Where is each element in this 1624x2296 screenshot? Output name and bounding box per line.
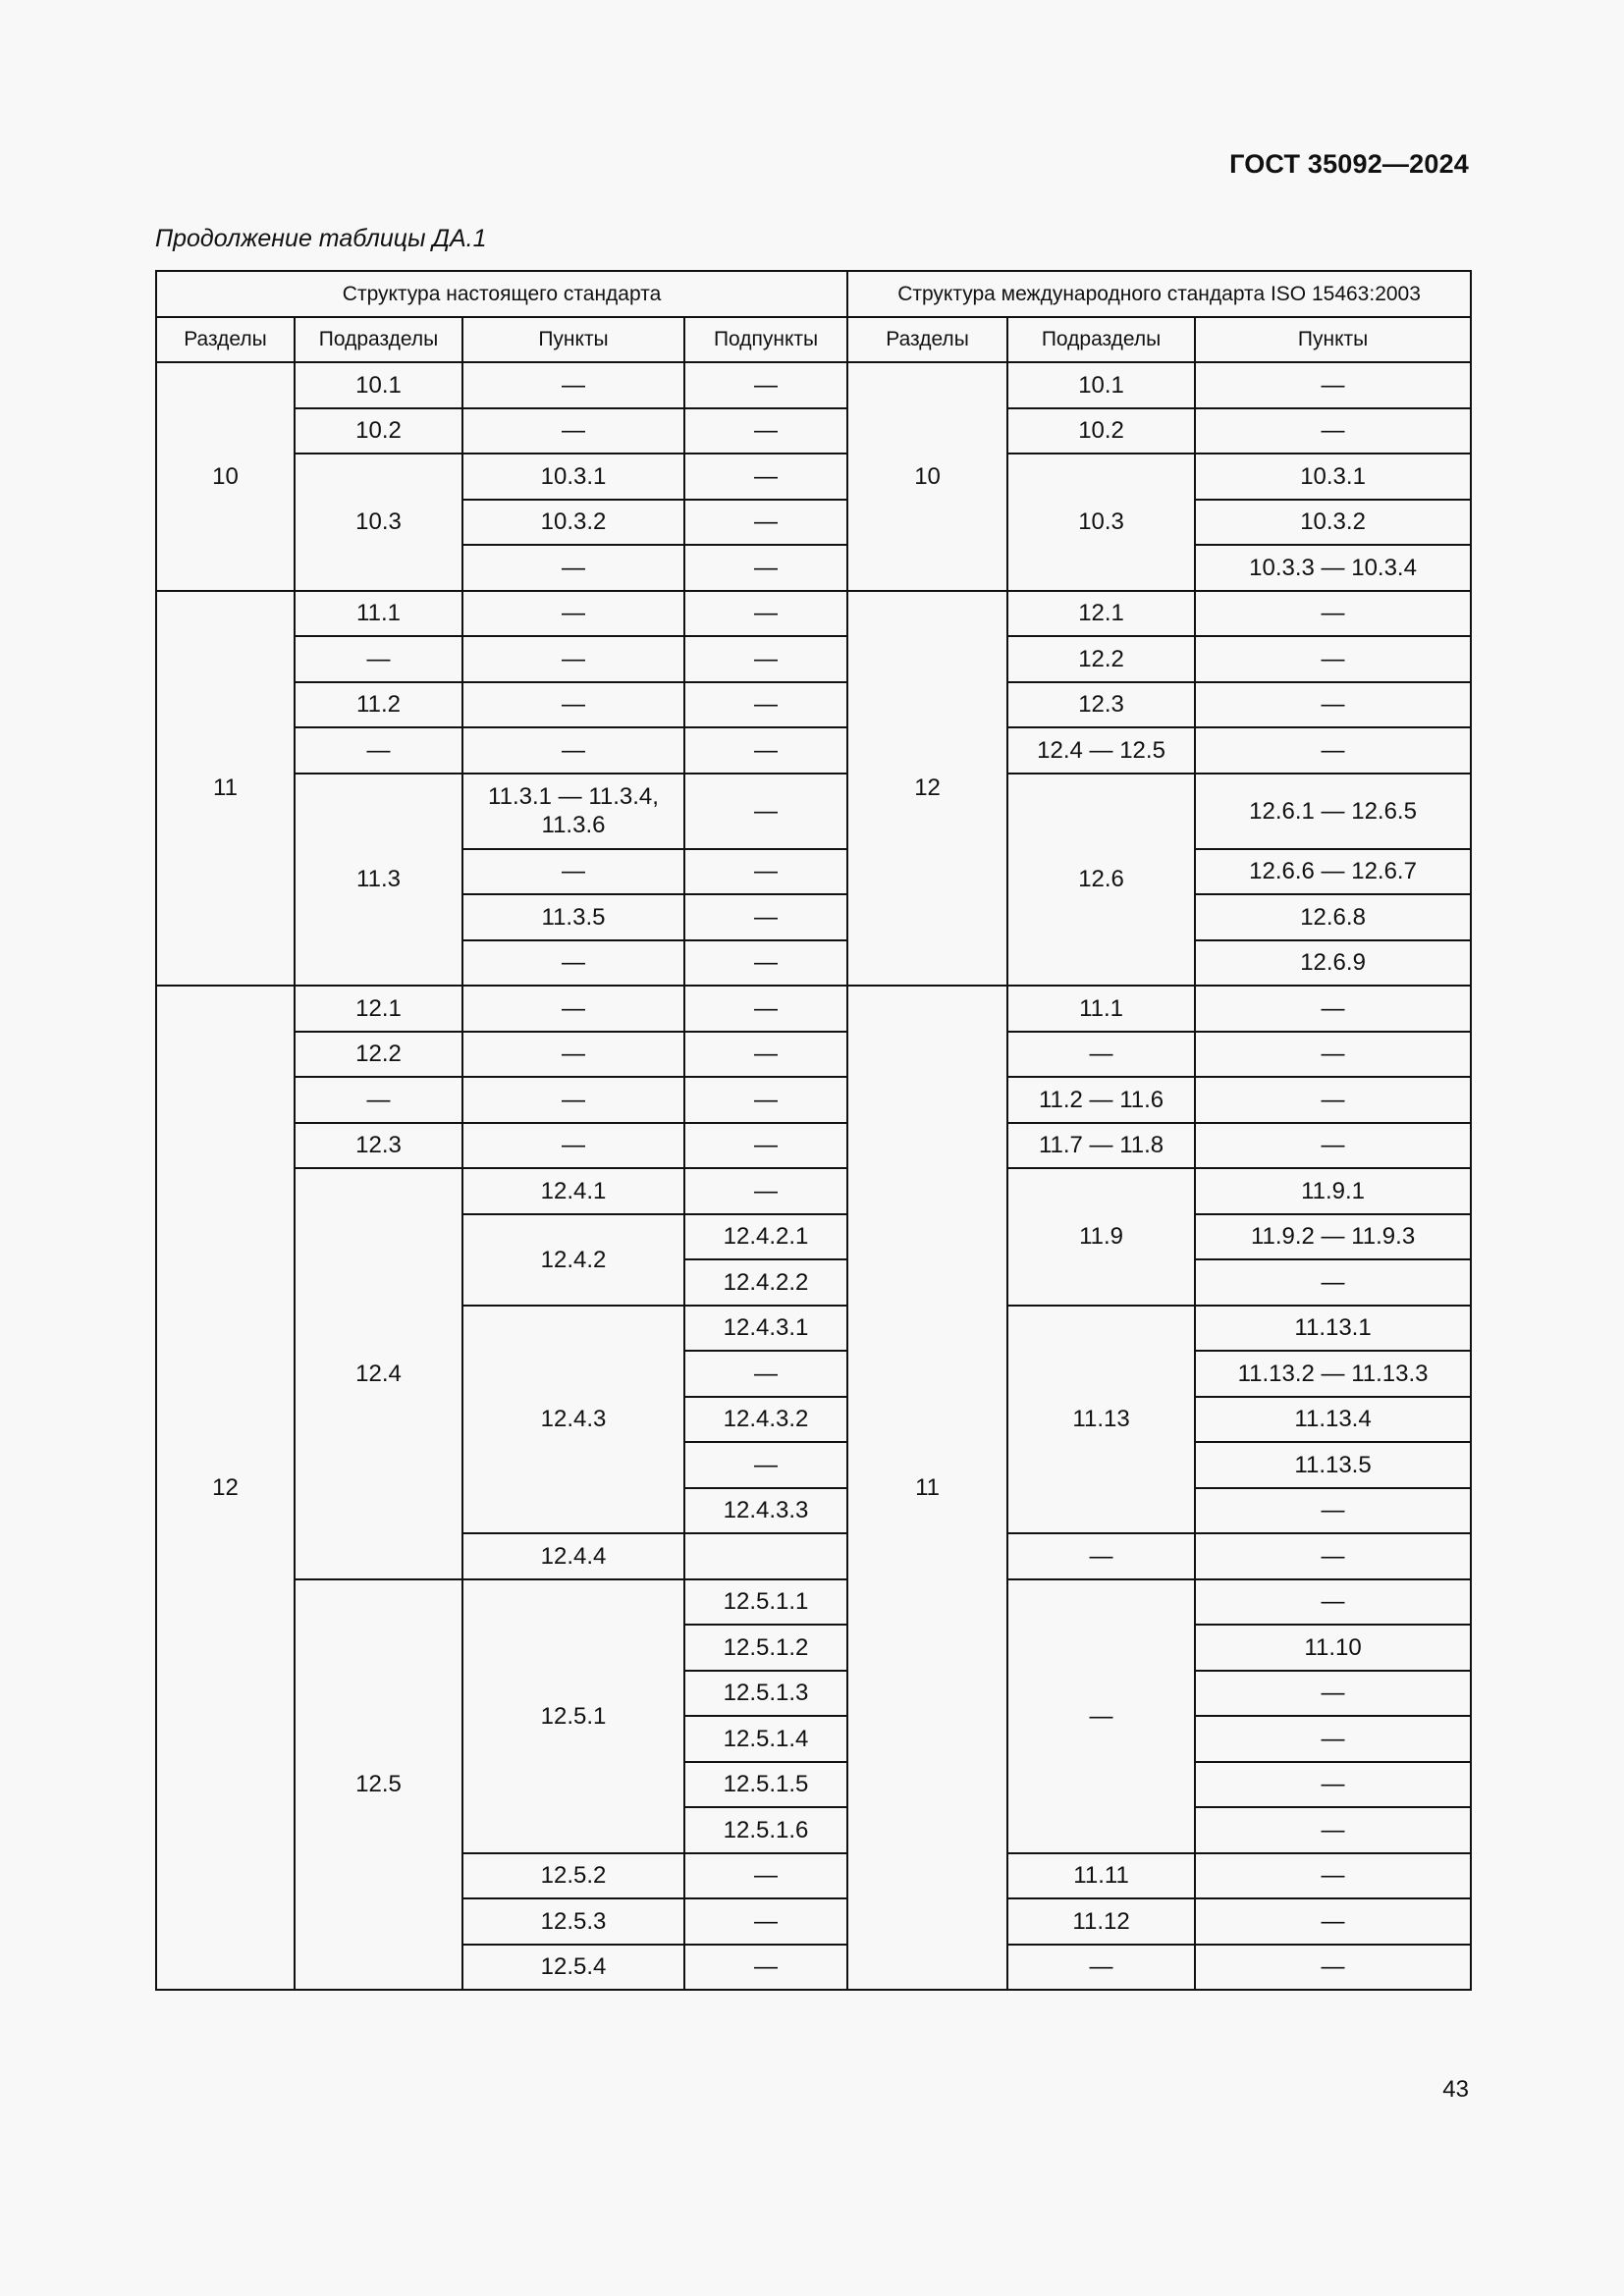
table-cell: 12.4.2.1 xyxy=(684,1214,847,1260)
table-cell: — xyxy=(295,1077,462,1123)
table-cell: — xyxy=(1195,1488,1471,1534)
table-cell: — xyxy=(684,1351,847,1397)
table-cell: 12.1 xyxy=(1007,591,1195,637)
table-cell: 11.13.2 — 11.13.3 xyxy=(1195,1351,1471,1397)
table-cell: 11.13.5 xyxy=(1195,1442,1471,1488)
table-row xyxy=(156,1032,1471,1078)
table-row xyxy=(156,362,1471,408)
table-cell: — xyxy=(1195,1671,1471,1717)
table-cell: — xyxy=(462,1032,684,1078)
table-cell: 12.4.3.2 xyxy=(684,1397,847,1443)
table-row xyxy=(156,986,1471,1032)
table-cell: 11.2 xyxy=(295,682,462,728)
table-cell: — xyxy=(1007,1032,1195,1078)
table-cell: 10.3.1 xyxy=(1195,454,1471,500)
table-cell: — xyxy=(462,1123,684,1169)
table-cell: — xyxy=(1195,1077,1471,1123)
table-cell: 10.3.2 xyxy=(462,500,684,546)
table-cell xyxy=(684,1533,847,1579)
table-cell: — xyxy=(1195,1853,1471,1899)
table-cell: — xyxy=(684,1442,847,1488)
table-cell: 12.6.8 xyxy=(1195,894,1471,940)
table-cell: 12.5.1.4 xyxy=(684,1716,847,1762)
table-cell: 11.13.1 xyxy=(1195,1306,1471,1352)
table-cell: 10 xyxy=(847,362,1007,591)
column-header-row xyxy=(156,317,1471,363)
table-cell: 11.7 — 11.8 xyxy=(1007,1123,1195,1169)
table-cell: 11 xyxy=(847,986,1007,1990)
table-cell: — xyxy=(684,362,847,408)
table-row xyxy=(156,408,1471,454)
table-row xyxy=(156,682,1471,728)
table-cell: 10.3.1 xyxy=(462,454,684,500)
table-cell: — xyxy=(684,1945,847,1991)
table-cell: — xyxy=(462,940,684,987)
table-cell: 12.5.3 xyxy=(462,1898,684,1945)
table-cell: 11.1 xyxy=(1007,986,1195,1032)
correspondence-table xyxy=(155,270,1472,1991)
table-cell: 10.3.3 — 10.3.4 xyxy=(1195,545,1471,591)
table-cell: 10.2 xyxy=(295,408,462,454)
table-cell: — xyxy=(462,727,684,774)
table-row xyxy=(156,1077,1471,1123)
table-row xyxy=(156,1123,1471,1169)
column-header: Разделы xyxy=(847,317,1007,363)
table-cell: 12.3 xyxy=(295,1123,462,1169)
table-cell: 12.5.4 xyxy=(462,1945,684,1991)
table-cell: 12 xyxy=(156,986,295,1990)
table-cell: 12.6.6 — 12.6.7 xyxy=(1195,849,1471,895)
table-cell: — xyxy=(1195,1123,1471,1169)
table-cell: — xyxy=(684,682,847,728)
page-number: 43 xyxy=(1442,2076,1469,2103)
table-cell: 11.10 xyxy=(1195,1625,1471,1671)
table-cell: 12.1 xyxy=(295,986,462,1032)
table-cell: — xyxy=(684,591,847,637)
table-cell: 12.2 xyxy=(1007,636,1195,682)
table-cell: — xyxy=(462,682,684,728)
table-cell: 12 xyxy=(847,591,1007,987)
table-cell: 11.3.5 xyxy=(462,894,684,940)
table-cell: 12.4 xyxy=(295,1168,462,1579)
table-cell: — xyxy=(1195,591,1471,637)
table-cell: — xyxy=(295,727,462,774)
table-cell: — xyxy=(684,1168,847,1214)
table-cell: — xyxy=(684,545,847,591)
table-cell: 10.3 xyxy=(1007,454,1195,591)
table-cell: 10.3 xyxy=(295,454,462,591)
table-cell: — xyxy=(1195,1762,1471,1808)
table-cell: 12.6.1 — 12.6.5 xyxy=(1195,774,1471,849)
table-cell: — xyxy=(684,1077,847,1123)
group-header-intl-standard: Структура международного стандарта ISO 15463:2003 xyxy=(847,271,1471,317)
table-cell: — xyxy=(684,774,847,849)
table-cell: — xyxy=(462,849,684,895)
table-cell: — xyxy=(1195,682,1471,728)
column-header: Пункты xyxy=(462,317,684,363)
column-header: Пункты xyxy=(1195,317,1471,363)
group-header-this-standard: Структура настоящего стандарта xyxy=(156,271,847,317)
table-cell: — xyxy=(1195,636,1471,682)
table-cell: 12.5.1.2 xyxy=(684,1625,847,1671)
table-cell: 11.9.2 — 11.9.3 xyxy=(1195,1214,1471,1260)
table-cell: — xyxy=(1195,1259,1471,1306)
table-cell: 11.2 — 11.6 xyxy=(1007,1077,1195,1123)
table-cell: — xyxy=(462,545,684,591)
table-cell: 12.4.2 xyxy=(462,1214,684,1306)
table-row xyxy=(156,591,1471,637)
table-cell: 12.4 — 12.5 xyxy=(1007,727,1195,774)
table-cell: — xyxy=(684,500,847,546)
table-cell: 11.11 xyxy=(1007,1853,1195,1899)
table-cell: 10.2 xyxy=(1007,408,1195,454)
table-row xyxy=(156,1579,1471,1626)
table-cell: 12.4.3 xyxy=(462,1306,684,1534)
table-cell: — xyxy=(1195,1945,1471,1991)
table-cell: — xyxy=(1195,1533,1471,1579)
table-cell: — xyxy=(684,1898,847,1945)
table-cell: — xyxy=(684,408,847,454)
column-header: Разделы xyxy=(156,317,295,363)
table-cell: — xyxy=(462,636,684,682)
group-header-row xyxy=(156,271,1471,317)
table-row xyxy=(156,1168,1471,1214)
table-cell: 11.3 xyxy=(295,774,462,987)
table-cell: — xyxy=(462,591,684,637)
table-cell: 12.2 xyxy=(295,1032,462,1078)
table-cell: 11.9.1 xyxy=(1195,1168,1471,1214)
table-cell: — xyxy=(1007,1533,1195,1579)
table-cell: — xyxy=(1195,1032,1471,1078)
table-cell: — xyxy=(684,1032,847,1078)
document-id: ГОСТ 35092—2024 xyxy=(1229,149,1469,179)
table-cell: — xyxy=(1195,727,1471,774)
table-cell: — xyxy=(462,362,684,408)
table-cell: — xyxy=(1195,1716,1471,1762)
table-cell: — xyxy=(1007,1579,1195,1853)
table-cell: 12.6.9 xyxy=(1195,940,1471,987)
table-cell: 12.4.1 xyxy=(462,1168,684,1214)
table-cell: 11.1 xyxy=(295,591,462,637)
table-cell: 12.5.1.1 xyxy=(684,1579,847,1626)
table-cell: 12.6 xyxy=(1007,774,1195,987)
table-cell: 10.3.2 xyxy=(1195,500,1471,546)
table-cell: — xyxy=(295,636,462,682)
column-header: Подразделы xyxy=(1007,317,1195,363)
table-cell: 12.4.4 xyxy=(462,1533,684,1579)
table-cell: — xyxy=(684,1853,847,1899)
table-cell: 12.5.1 xyxy=(462,1579,684,1853)
table-cell: — xyxy=(462,408,684,454)
table-row xyxy=(156,774,1471,849)
table-cell: 11.3.1 — 11.3.4, 11.3.6 xyxy=(462,774,684,849)
table-cell: — xyxy=(462,986,684,1032)
table-cell: 12.5.2 xyxy=(462,1853,684,1899)
table-cell: — xyxy=(684,727,847,774)
table-cell: — xyxy=(684,894,847,940)
table-cell: 11.12 xyxy=(1007,1898,1195,1945)
table-row xyxy=(156,636,1471,682)
table-cell: — xyxy=(684,940,847,987)
table-cell: 12.3 xyxy=(1007,682,1195,728)
table-cell: — xyxy=(1007,1945,1195,1991)
table-cell: 12.4.3.3 xyxy=(684,1488,847,1534)
table-cell: — xyxy=(684,849,847,895)
table-cell: 10 xyxy=(156,362,295,591)
table-cell: 11.9 xyxy=(1007,1168,1195,1306)
table-cell: 12.4.3.1 xyxy=(684,1306,847,1352)
table-caption: Продолжение таблицы ДА.1 xyxy=(155,225,487,252)
table-cell: — xyxy=(684,636,847,682)
column-header: Подпункты xyxy=(684,317,847,363)
table-cell: — xyxy=(684,1123,847,1169)
table-cell: 11.13 xyxy=(1007,1306,1195,1534)
table-cell: — xyxy=(684,454,847,500)
table-row xyxy=(156,727,1471,774)
table-cell: 12.5.1.3 xyxy=(684,1671,847,1717)
column-header: Подразделы xyxy=(295,317,462,363)
table-cell: 11.13.4 xyxy=(1195,1397,1471,1443)
table-cell: 10.1 xyxy=(295,362,462,408)
table-cell: — xyxy=(1195,1807,1471,1853)
table-cell: 10.1 xyxy=(1007,362,1195,408)
table-row xyxy=(156,454,1471,500)
table-cell: — xyxy=(1195,1898,1471,1945)
table-cell: 12.5.1.6 xyxy=(684,1807,847,1853)
table-cell: 12.4.2.2 xyxy=(684,1259,847,1306)
table-cell: 11 xyxy=(156,591,295,987)
table-cell: 12.5 xyxy=(295,1579,462,1991)
table-cell: — xyxy=(1195,408,1471,454)
table-cell: — xyxy=(1195,986,1471,1032)
table-cell: — xyxy=(462,1077,684,1123)
table-cell: 12.5.1.5 xyxy=(684,1762,847,1808)
table-cell: — xyxy=(1195,362,1471,408)
table-cell: — xyxy=(1195,1579,1471,1626)
table-cell: — xyxy=(684,986,847,1032)
